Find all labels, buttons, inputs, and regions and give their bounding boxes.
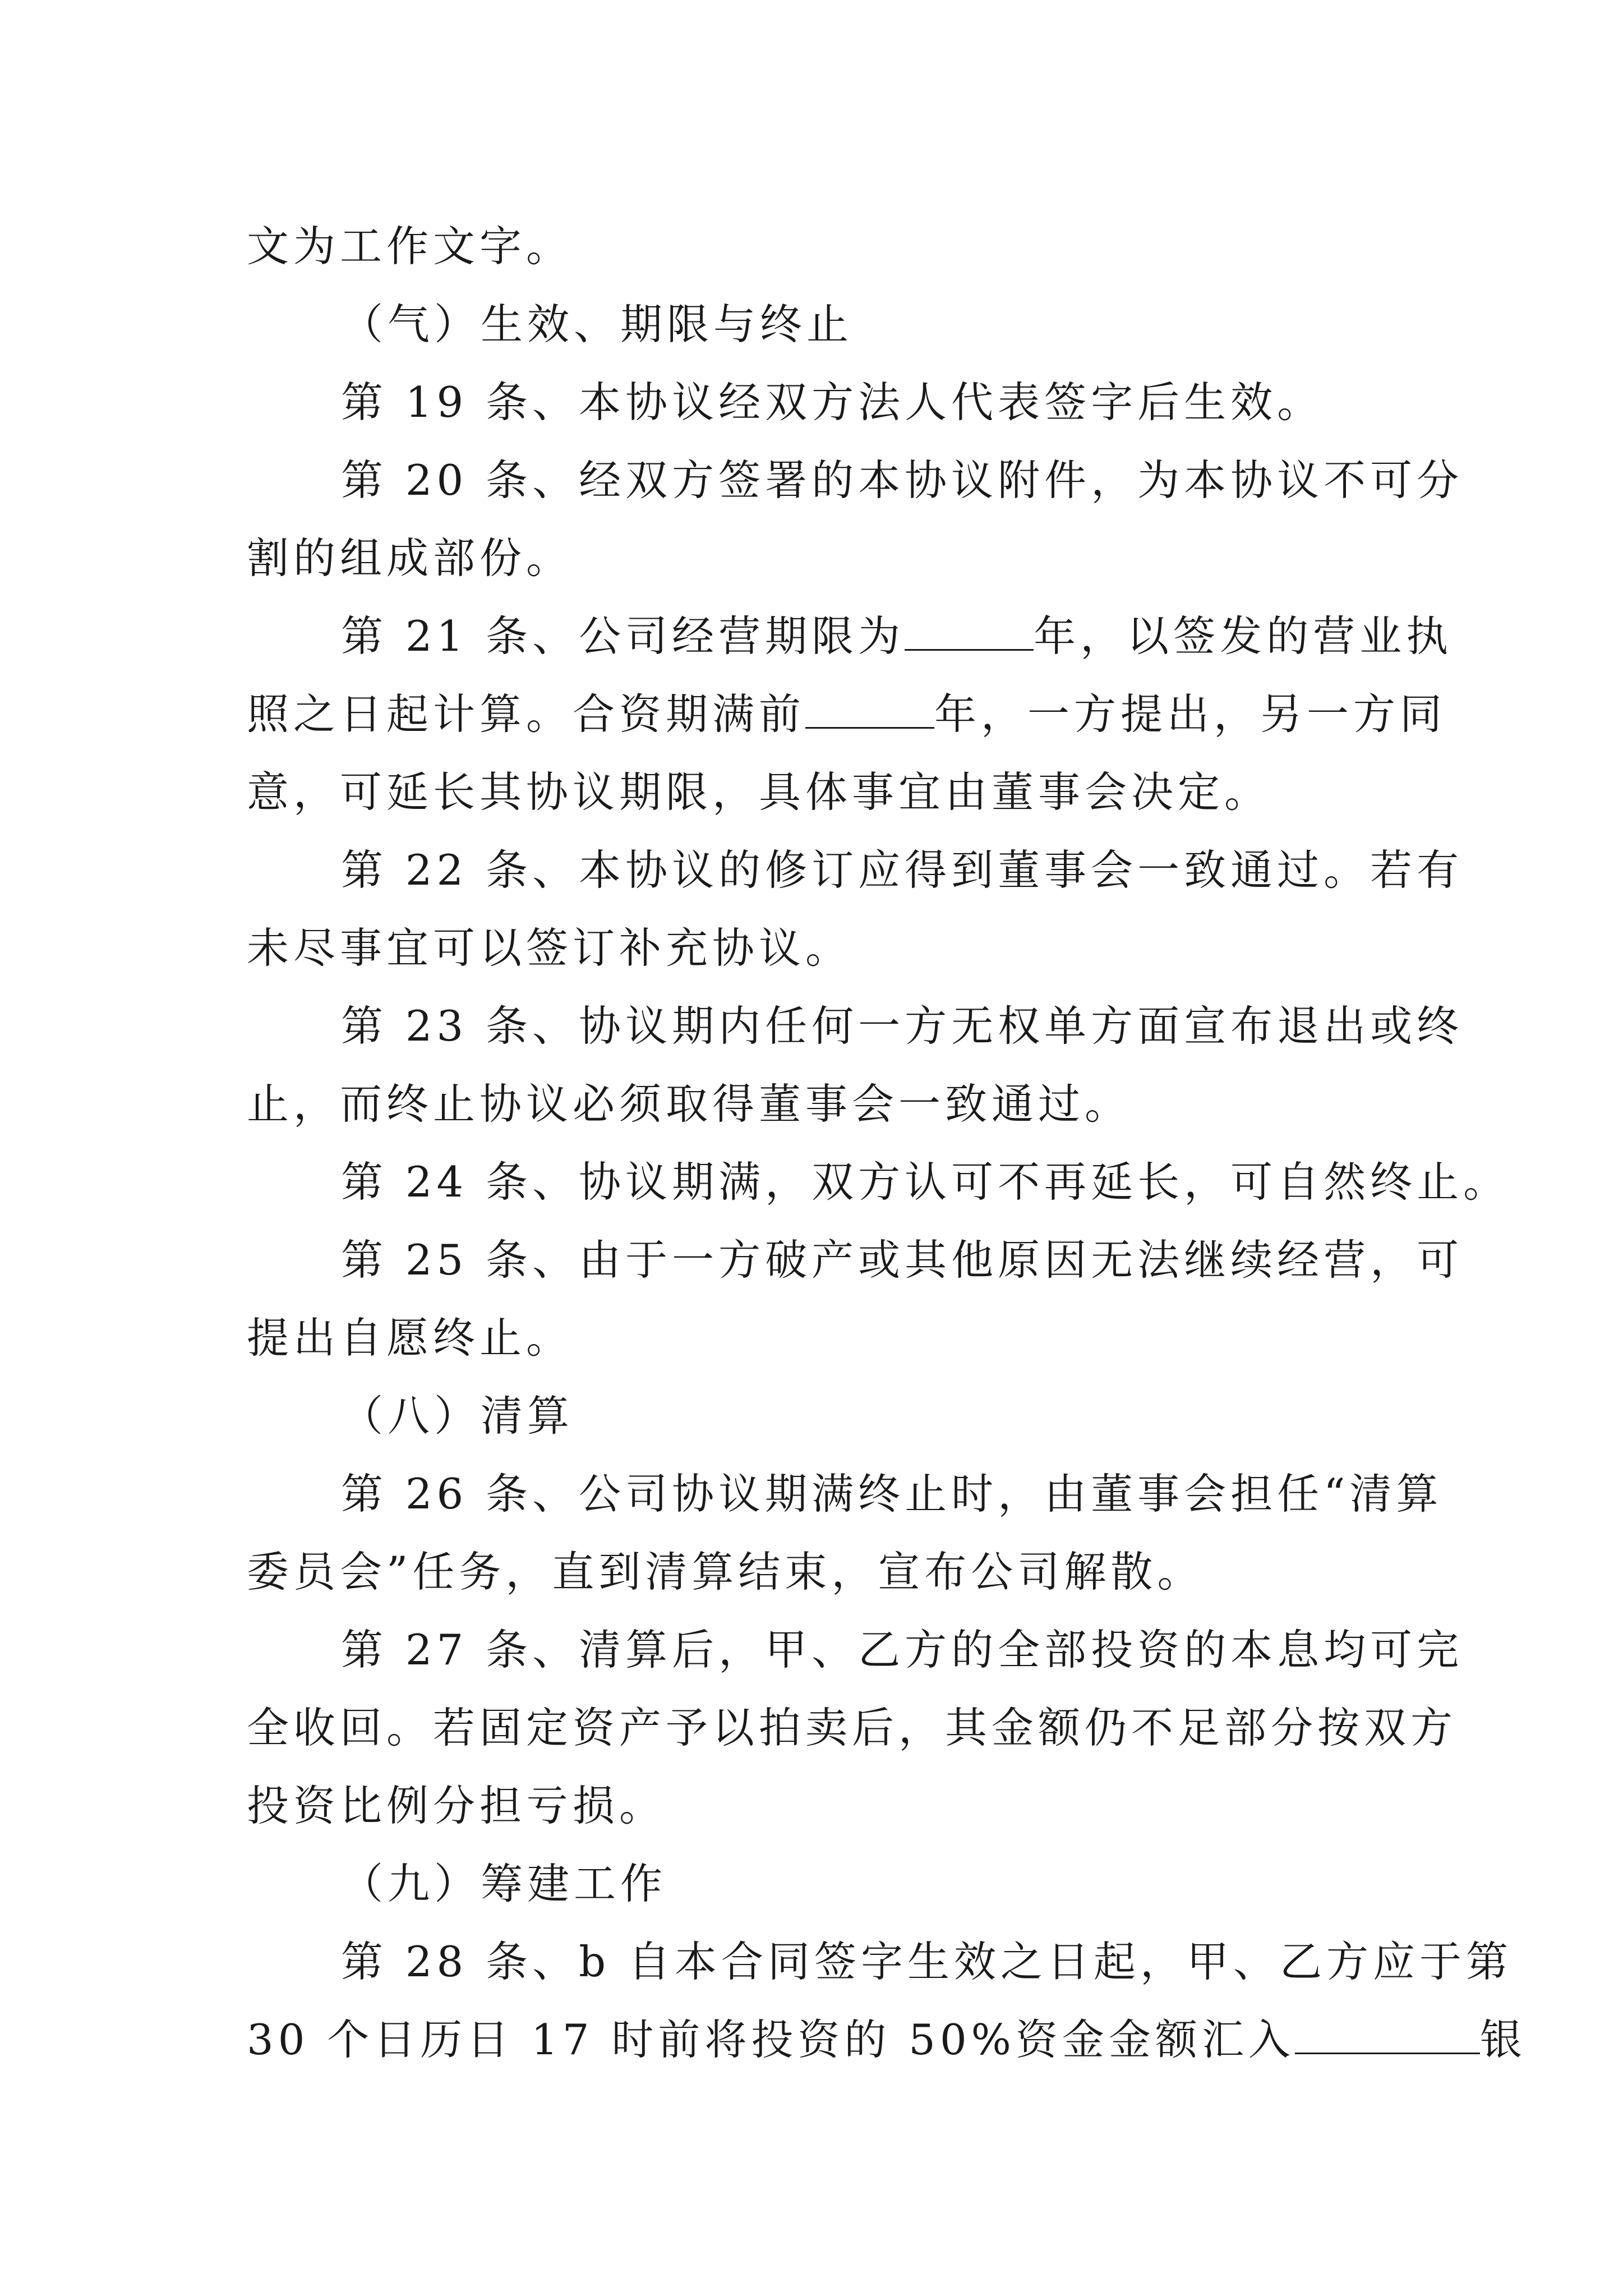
article-27: 第 27 条、清算后，甲、乙方的全部投资的本息均可完: [341, 1625, 1464, 1674]
paragraph-line: [247, 2001, 1527, 2079]
text-segment: 年，一方提出，另一方同: [934, 689, 1447, 739]
article-19: 第 19 条、本协议经双方法人代表签字后生效。: [341, 378, 1324, 427]
paragraph-line: 割的组成部份。: [247, 533, 573, 583]
text-segment: 银: [1479, 2015, 1527, 2064]
paragraph-line: 委员会”任务，直到清算结束，宣布公司解散。: [247, 1547, 1204, 1596]
article-21: [247, 597, 1453, 675]
paragraph-line: 意，可延长其协议期限，具体事宜由董事会决定。: [247, 767, 1271, 817]
text-segment: 年，以签发的营业执: [1034, 611, 1453, 661]
paragraph-line: 投资比例分担亏损。: [247, 1781, 666, 1830]
section-heading: （八）清算: [341, 1391, 574, 1441]
paragraph-line: 文为工作文字。: [247, 222, 573, 271]
text-segment: 第 21 条、公司经营期限为: [341, 611, 905, 661]
paragraph-line: 提出自愿终止。: [247, 1313, 573, 1363]
paragraph-line: 全收回。若固定资产予以拍卖后，其金额仍不足部分按双方: [247, 1703, 1458, 1752]
text-segment: 30 个日历日 17 时前将投资的 50%资金金额汇入: [247, 2015, 1295, 2064]
article-23: 第 23 条、协议期内任何一方无权单方面宣布退出或终: [341, 1001, 1464, 1051]
paragraph-line: 未尽事宜可以签订补充协议。: [247, 923, 852, 973]
article-28: 第 28 条、b 自本合同签字生效之日起，甲、乙方应于第: [341, 1937, 1513, 1986]
paragraph-line: 止，而终止协议必须取得董事会一致通过。: [247, 1079, 1132, 1129]
fill-blank: [905, 615, 1034, 651]
document-body: [247, 208, 1527, 2079]
article-25: 第 25 条、由于一方破产或其他原因无法继续经营，可: [341, 1235, 1464, 1285]
fill-blank: [1295, 2019, 1480, 2054]
article-20: 第 20 条、经双方签署的本协议附件，为本协议不可分: [341, 455, 1464, 505]
article-26: 第 26 条、公司协议期满终止时，由董事会担任“清算: [341, 1469, 1443, 1519]
text-segment: 照之日起计算。合资期满前: [247, 689, 806, 739]
section-heading: （九）筹建工作: [341, 1859, 667, 1908]
section-heading: （气）生效、期限与终止: [341, 300, 854, 349]
article-22: 第 22 条、本协议的修订应得到董事会一致通过。若有: [341, 845, 1464, 895]
fill-blank: [805, 693, 934, 729]
article-24: 第 24 条、协议期满，双方认可不再延长，可自然终止。: [341, 1157, 1510, 1207]
paragraph-line: [247, 675, 1447, 753]
